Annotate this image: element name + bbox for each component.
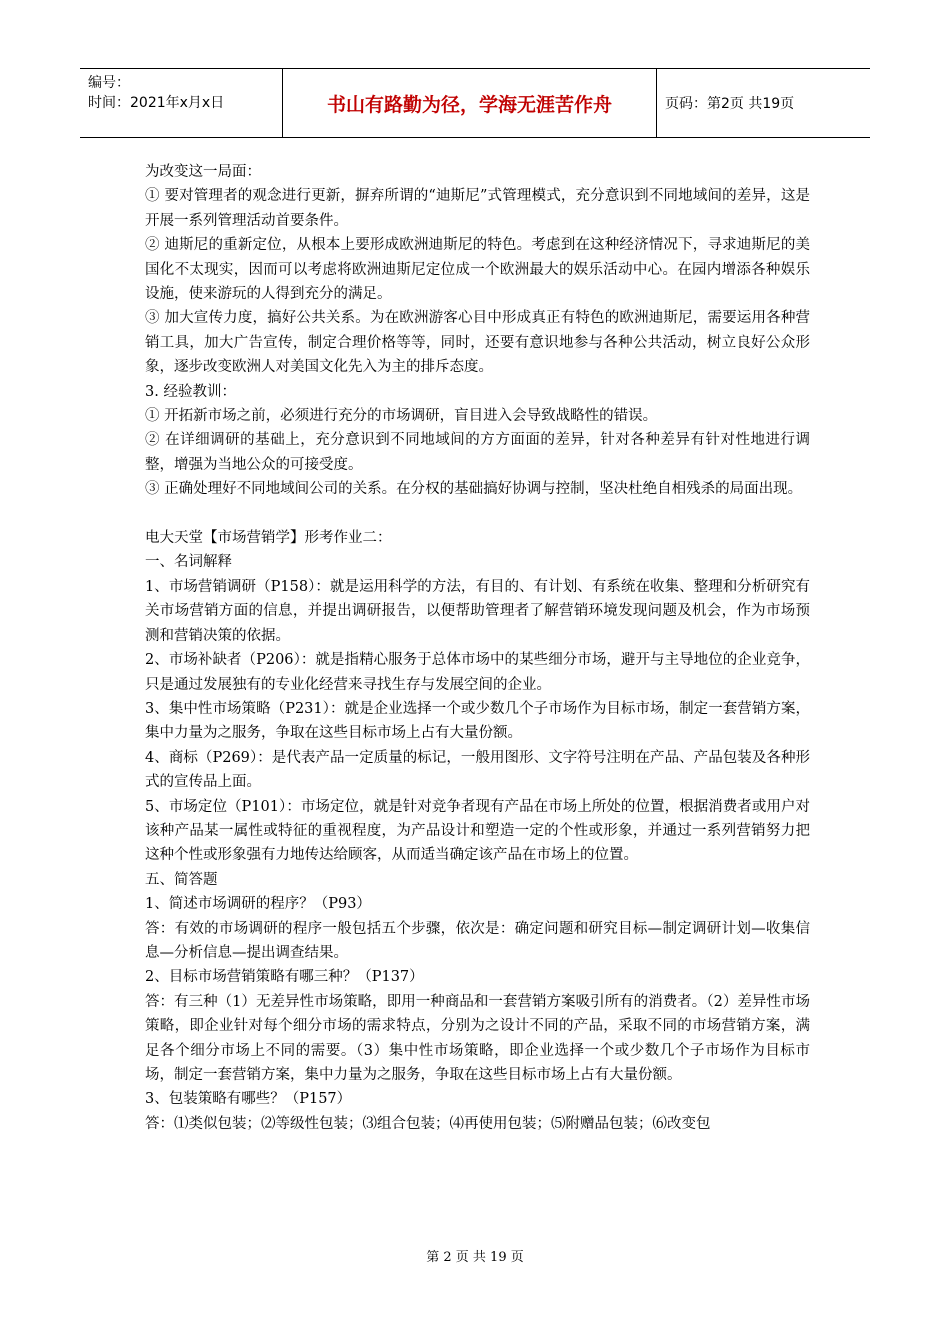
page-footer: 第 2 页 共 19 页	[426, 1250, 524, 1265]
body-paragraph: ① 开拓新市场之前，必须进行充分的市场调研，盲目进入会导致战略性的错误。	[145, 408, 658, 425]
body-paragraph: 答：有三种（1）无差异性市场策略，即用一种商品和一套营销方案吸引所有的消费者。（2）差异性市场策略，即企业针对每个细分市场的需求特点，分别为之设计不同的产品，采取不同的市场营销方案，满足各个细分市场上不同的需要。（3）集中性市场策略，即企业选择一个或少数几个子市场作为目标市场，制定一套营销方案，集中力量为之服务，争取在这些目标市场上占有大量份额。	[145, 993, 810, 1084]
body-paragraph: 1、简述市场调研的程序？（P93）	[145, 896, 371, 913]
body-paragraph: ① 要对管理者的观念进行更新，摒弃所谓的“迪斯尼”式管理模式，充分意识到不同地域间的差异，这是开展一系列管理活动首要条件。	[145, 188, 810, 229]
page-header	[80, 68, 870, 138]
body-paragraph: 3、包装策略有哪些？（P157）	[145, 1091, 352, 1108]
body-paragraph: ② 迪斯尼的重新定位，从根本上要形成欧洲迪斯尼的特色。考虑到在这种经济情况下，寻求迪斯尼的美国化不太现实，因而可以考虑将欧洲迪斯尼定位成一个欧洲最大的娱乐活动中心。在园内增添各种娱乐设施，使来游玩的人得到充分的满足。	[145, 237, 810, 303]
body-paragraph: ③ 加大宣传力度，搞好公共关系。为在欧洲游客心目中形成真正有特色的欧洲迪斯尼，需要运用各种营销工具，加大广告宣传，制定合理价格等等，同时，还要有意识地参与各种公共活动，树立良好公众形象，逐步改变欧洲人对美国文化先入为主的排斥态度。	[145, 310, 810, 376]
document-body	[145, 160, 810, 1136]
document-number-label: 编号：	[88, 75, 130, 91]
header-left-cell	[80, 69, 283, 137]
blank-line	[145, 502, 810, 526]
body-paragraph: 答：⑴类似包装；⑵等级性包装；⑶组合包装；⑷再使用包装；⑸附赠品包装；⑹改变包	[145, 1115, 711, 1132]
body-paragraph: 2、目标市场营销策略有哪三种？（P137）	[145, 969, 424, 986]
body-paragraph: 电大天堂【市场营销学】形考作业二：	[145, 530, 392, 547]
body-paragraph: ③ 正确处理好不同地域间公司的关系。在分权的基础搞好协调与控制，坚决杜绝自相残杀的局面出现。	[145, 481, 803, 498]
body-paragraph: ② 在详细调研的基础上，充分意识到不同地域间的方方面面的差异，针对各种差异有针对性地进行调整，增强为当地公众的可接受度。	[145, 432, 810, 473]
body-paragraph: 五、简答题	[145, 871, 218, 888]
document-date: 时间：2021年x月x日	[88, 95, 225, 111]
body-paragraph: 为改变这一局面：	[145, 164, 261, 180]
body-paragraph: 4、商标（P269）：是代表产品一定质量的标记，一般用图形、文字符号注明在产品、产品包装及各种形式的宣传品上面。	[145, 749, 810, 791]
body-paragraph: 5、市场定位（P101）：市场定位，就是针对竞争者现有产品在市场上所处的位置，根据消费者或用户对该种产品某一属性或特征的重视程度，为产品设计和塑造一定的个性或形象，并通过一系列营销努力把这种个性或形象强有力地传达给顾客，从而适当确定该产品在市场上的位置。	[145, 798, 810, 864]
body-paragraph: 1、市场营销调研（P158）：就是运用科学的方法，有目的、有计划、有系统在收集、整理和分析研究有关市场营销方面的信息，并提出调研报告，以便帮助管理者了解营销环境发现问题及机会，作为市场预测和营销决策的依据。	[145, 578, 810, 644]
header-motto: 书山有路勤为径，学海无涯苦作舟	[283, 69, 657, 137]
body-paragraph: 2、市场补缺者（P206）：就是指精心服务于总体市场中的某些细分市场，避开与主导地位的企业竞争，只是通过发展独有的专业化经营来寻找生存与发展空间的企业。	[145, 652, 810, 693]
body-paragraph: 一、名词解释	[145, 554, 232, 571]
body-paragraph: 答：有效的市场调研的程序一般包括五个步骤，依次是：确定问题和研究目标—制定调研计划—收集信息—分析信息—提出调查结果。	[145, 920, 810, 961]
body-paragraph: 3、集中性市场策略（P231）：就是企业选择一个或少数几个子市场作为目标市场，制定一套营销方案，集中力量为之服务，争取在这些目标市场上占有大量份额。	[145, 700, 810, 742]
body-paragraph: 3. 经验教训：	[145, 383, 236, 400]
header-page-info: 页码：第2页 共19页	[665, 96, 795, 112]
